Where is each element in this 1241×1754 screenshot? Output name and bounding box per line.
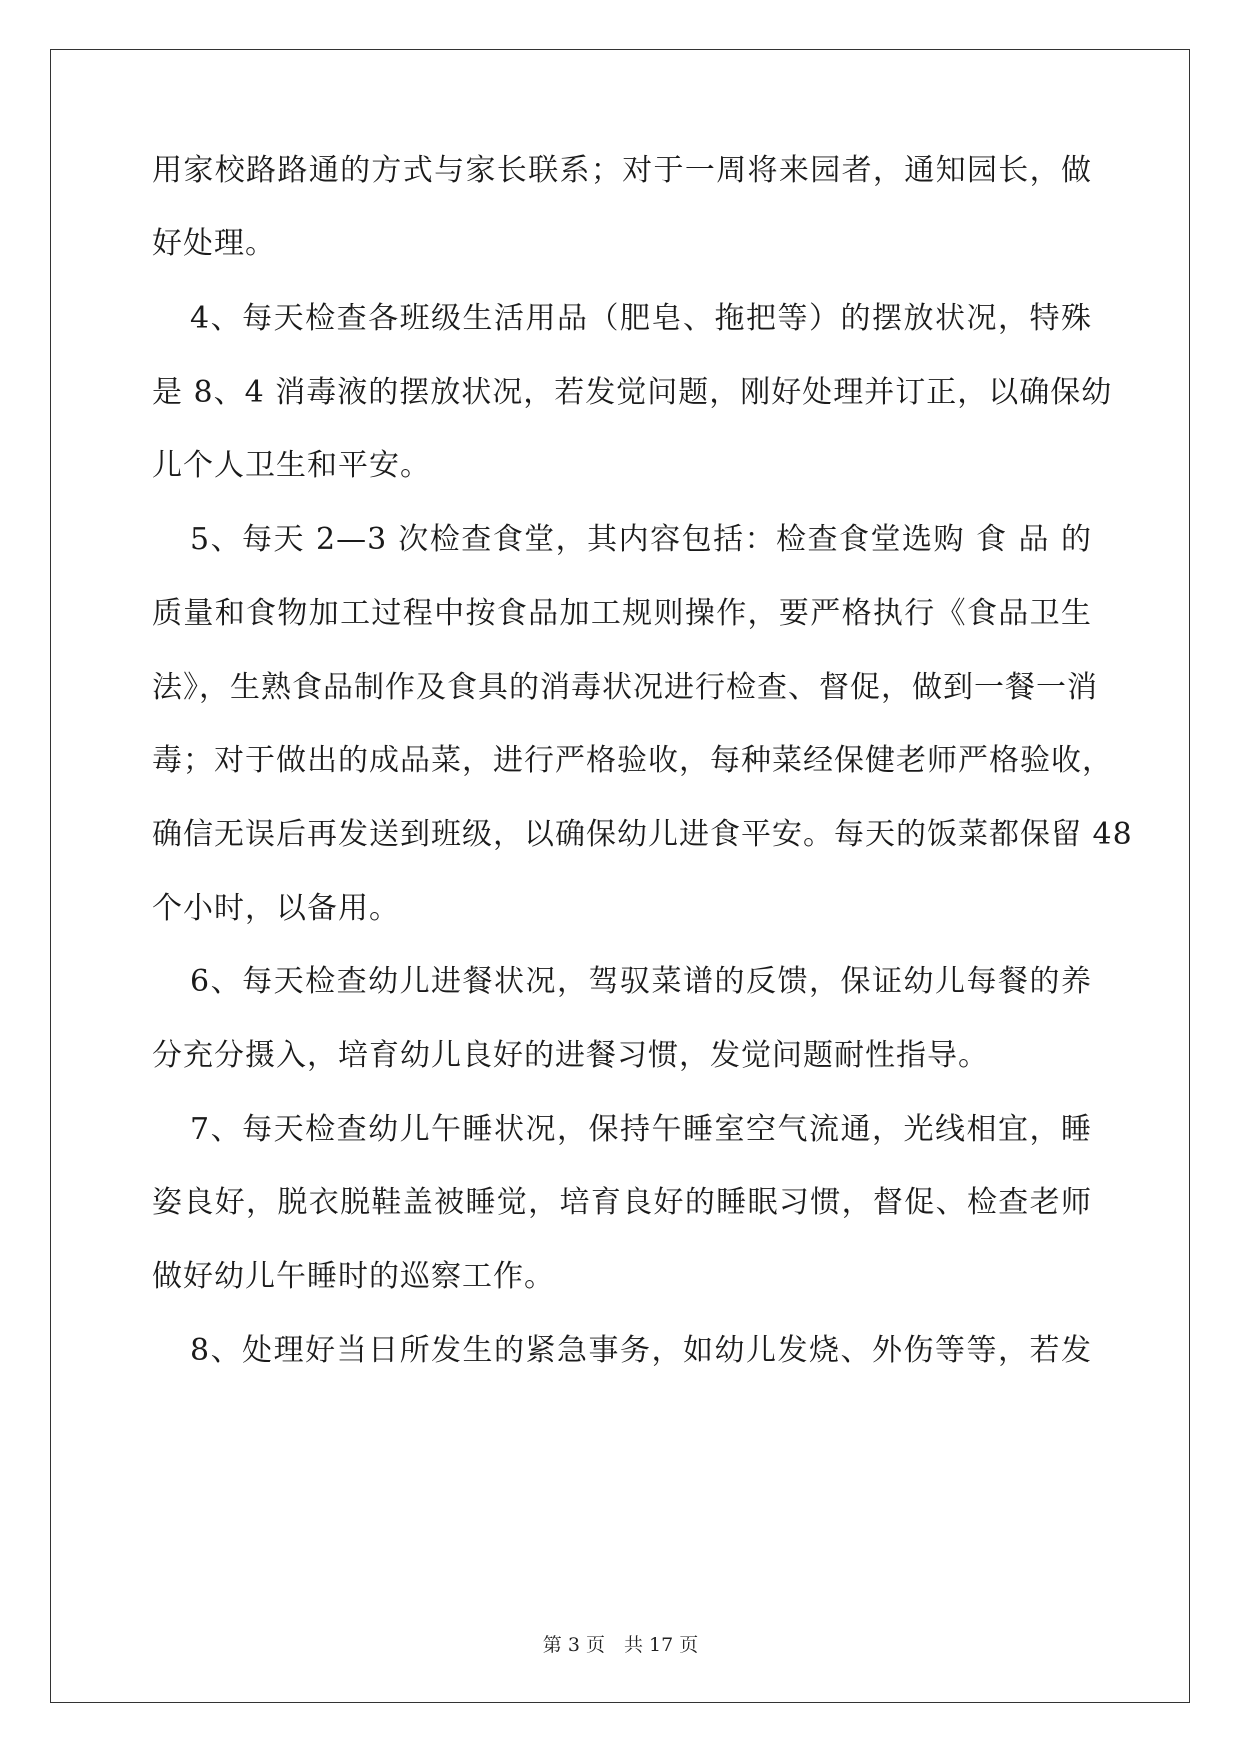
- paragraph-6-start: 6、每天检查幼儿进餐状况，驾驭菜谱的反馈，保证幼儿每餐的养: [190, 964, 1092, 999]
- paragraph-4-start: 4、每天检查各班级生活用品（肥皂、拖把等）的摆放状况，特殊: [190, 301, 1092, 336]
- paragraph-7-start: 7、每天检查幼儿午睡状况，保持午睡室空气流通，光线相宜，睡: [190, 1112, 1092, 1147]
- text-line: 个小时，以备用。: [152, 891, 400, 926]
- text-line: 儿个人卫生和平安。: [152, 448, 431, 483]
- text-line: 做好幼儿午睡时的巡察工作。: [152, 1259, 555, 1294]
- text-line: 质量和食物加工过程中按食品加工规则操作，要严格执行《食品卫生: [152, 596, 1092, 631]
- text-line: 法》，生熟食品制作及食具的消毒状况进行检查、督促，做到一餐一消: [152, 670, 1098, 705]
- text-line: 确信无误后再发送到班级，以确保幼儿进食平安。每天的饭菜都保留 48: [152, 817, 1133, 852]
- paragraph-8-start: 8、处理好当日所发生的紧急事务，如幼儿发烧、外伤等等，若发: [190, 1333, 1092, 1368]
- text-line: 毒；对于做出的成品菜，进行严格验收，每种菜经保健老师严格验收，: [152, 743, 1113, 778]
- text-line: 姿良好，脱衣脱鞋盖被睡觉，培育良好的睡眠习惯，督促、检查老师: [152, 1185, 1092, 1220]
- text-line: 是 8、4 消毒液的摆放状况，若发觉问题，刚好处理并订正，以确保幼: [152, 375, 1113, 410]
- text-line: 分充分摄入，培育幼儿良好的进餐习惯，发觉问题耐性指导。: [152, 1038, 989, 1073]
- text-line: 用家校路路通的方式与家长联系；对于一周将来园者，通知园长，做: [152, 153, 1092, 188]
- text-line: 好处理。: [152, 226, 276, 261]
- paragraph-5-start: 5、每天 2—3 次检查食堂，其内容包括：检查食堂选购 食 品 的: [190, 522, 1092, 557]
- page-border: [50, 49, 1190, 1703]
- page-number-footer: 第 3 页 共 17 页: [542, 1634, 699, 1656]
